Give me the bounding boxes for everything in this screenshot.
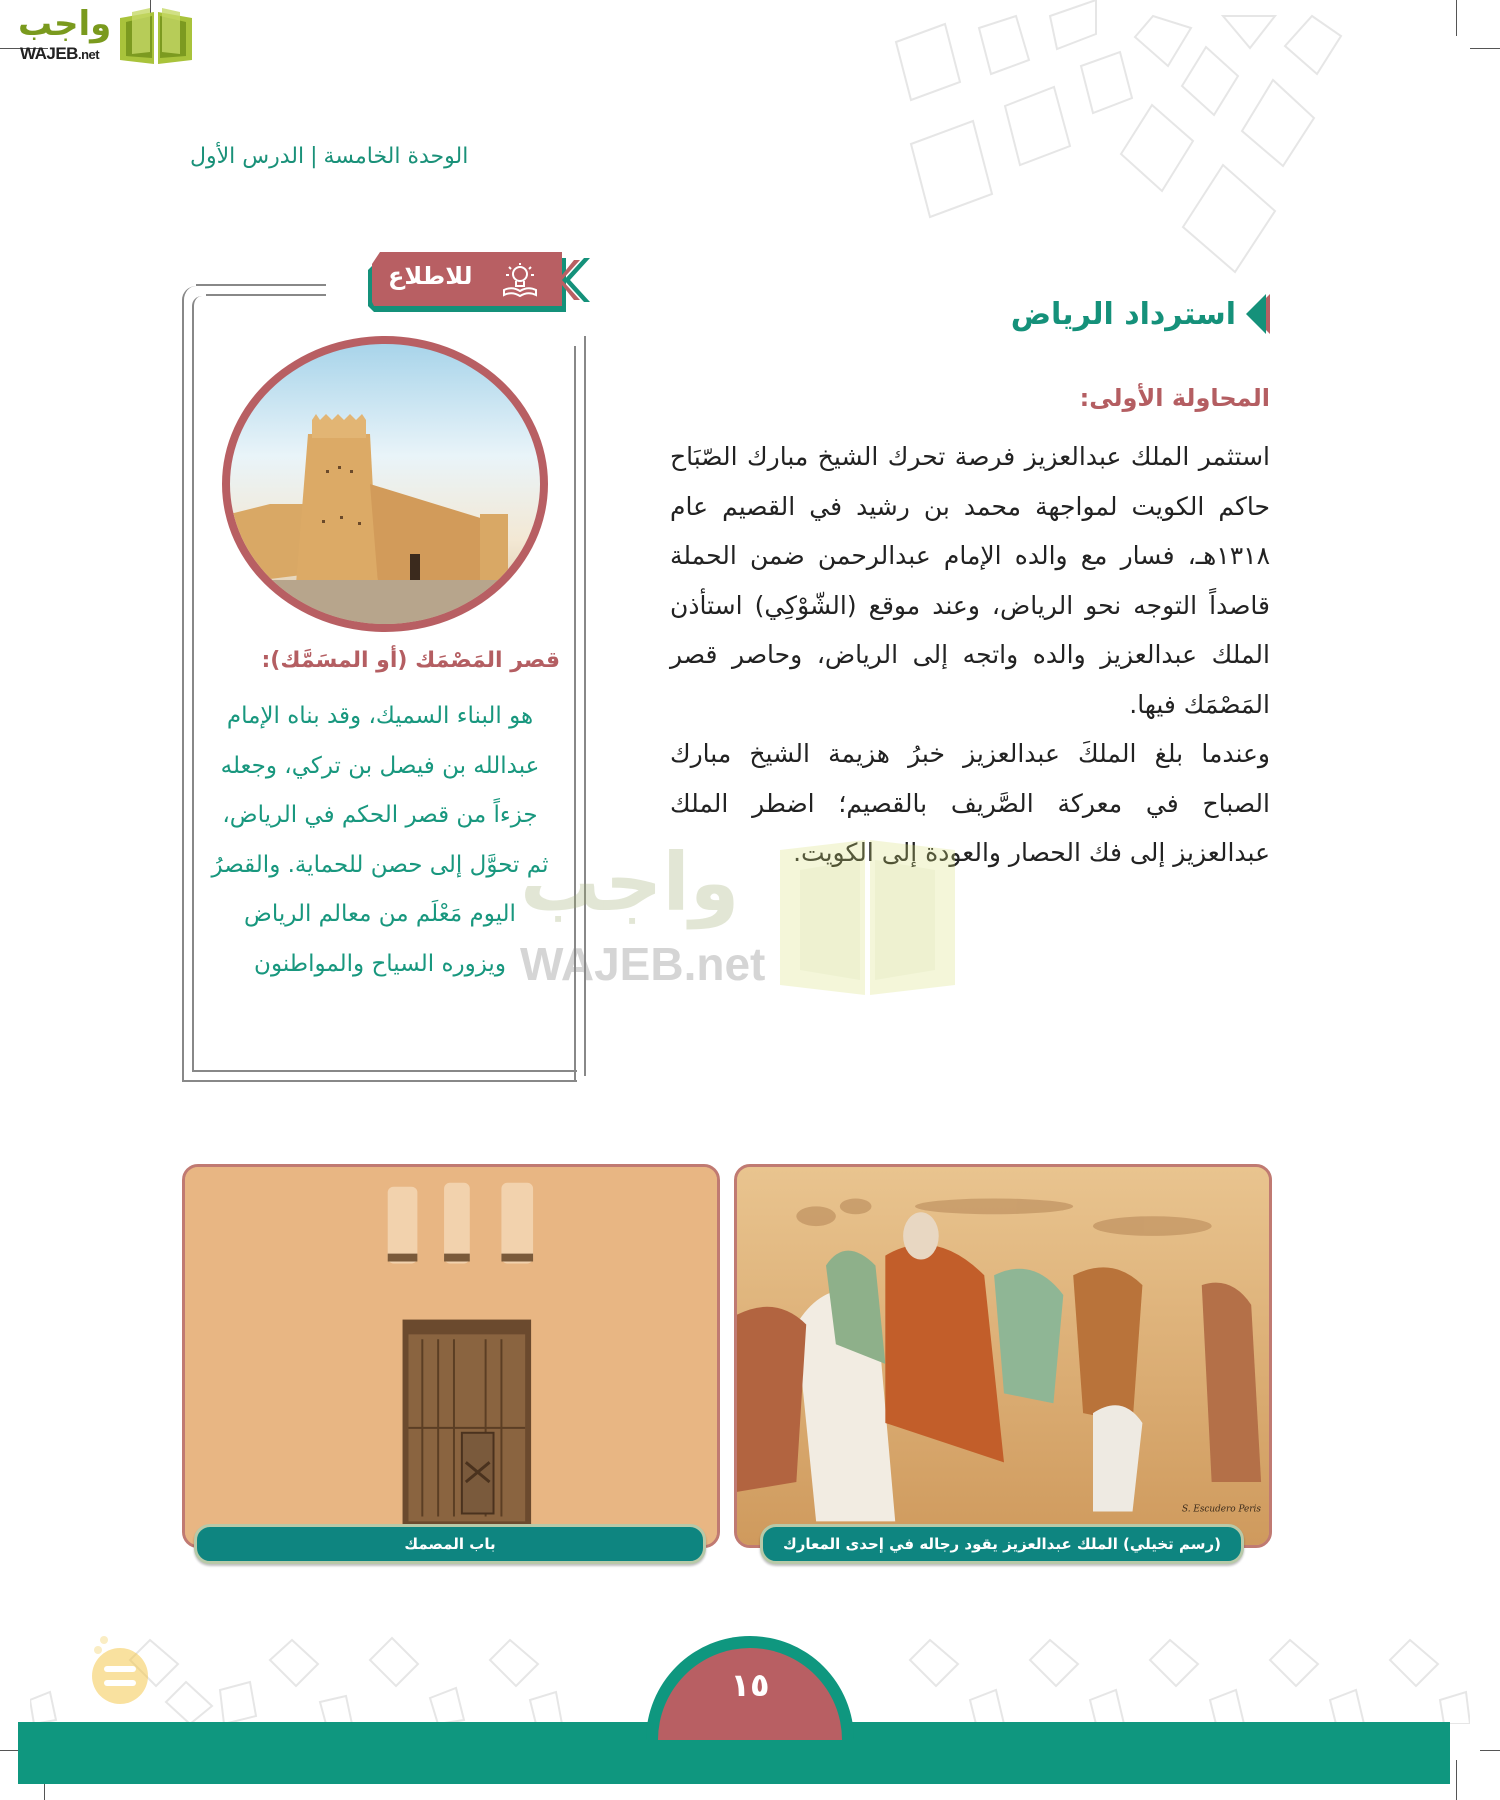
paragraph: وعندما بلغ الملكَ عبدالعزيز خبرُ هزيمة الشيخ مبارك الصباح في معركة الصَّريف بالقصيم؛ اضطر الملك عبدالعزيز إلى فك الحصار والعودة إلى الكويت. xyxy=(670,739,1270,867)
logo-suffix: .net xyxy=(77,47,100,62)
fort-illustration xyxy=(230,344,540,624)
logo-arabic-text: واجب xyxy=(18,4,112,44)
frame-line xyxy=(584,336,586,1076)
page-number: ١٥ xyxy=(730,1666,770,1704)
crop-mark xyxy=(0,1750,20,1751)
breadcrumb xyxy=(190,144,468,169)
crop-mark xyxy=(1456,1760,1457,1800)
breadcrumb-separator: | xyxy=(310,144,318,169)
crop-mark xyxy=(1480,1750,1500,1751)
svg-text:WAJEB.net: WAJEB.net xyxy=(520,938,766,990)
paragraph: استثمر الملك عبدالعزيز فرصة تحرك الشيخ مبارك الصّبَاح حاكم الكويت لمواجهة محمد بن رشيد في القصيم عام ١٣١٨هـ، فسار مع والده الإمام عبدالرحمن ضمن الحملة قاصداً التوجه نحو الرياض، وعند موقع (الشّوْكِي) استأذن الملك عبدالعزيز والده واتجه إلى الرياض، وحاصر قصر المَصْمَك فيها. xyxy=(670,442,1270,719)
sidebar-text: هو البناء السميك، وقد بناه الإمام عبدالله بن فيصل بن تركي، وجعله جزءاً من قصر الحكم في الرياض، ثم تحوَّل إلى حصن للحماية. والقصرُ اليوم مَعْلَم من معالم الرياض ويزوره السياح والمواطنون xyxy=(211,703,549,977)
breadcrumb-unit[interactable]: الوحدة الخامسة xyxy=(323,144,469,169)
logo-latin: WAJEB xyxy=(20,44,78,63)
body-text xyxy=(670,432,1270,878)
breadcrumb-lesson[interactable]: الدرس الأول xyxy=(190,144,305,169)
crop-mark xyxy=(1470,48,1500,49)
subsection-title: المحاولة الأولى: xyxy=(1079,384,1270,412)
painting-image xyxy=(734,1164,1272,1548)
section-title: استرداد الرياض xyxy=(1010,296,1236,332)
crop-mark xyxy=(1456,0,1457,36)
painting-illustration xyxy=(737,1167,1269,1545)
chevron-left-icon xyxy=(1244,294,1270,334)
section-heading xyxy=(1011,294,1270,334)
info-badge xyxy=(366,250,592,314)
sidebar-title: قصر المَصْمَك (أو المسَمَّك): xyxy=(261,648,560,673)
frame-line xyxy=(574,346,576,1082)
wajeb-logo[interactable] xyxy=(8,4,188,66)
ministry-logo-icon xyxy=(86,1630,152,1706)
logo-latin-text xyxy=(20,44,99,64)
book-icon xyxy=(116,8,196,66)
svg-text:واجب: واجب xyxy=(520,836,740,929)
masmak-door-image xyxy=(182,1164,720,1548)
badge-label: للاطلاع xyxy=(388,262,473,290)
decorative-pattern xyxy=(880,0,1440,290)
masmak-fort-image xyxy=(222,336,548,632)
figure-caption: (رسم تخيلي) الملك عبدالعزيز يقود رجاله في إحدى المعارك xyxy=(760,1524,1244,1564)
lightbulb-book-icon xyxy=(500,262,540,298)
door-illustration xyxy=(185,1167,717,1545)
figure-caption: باب المصمك xyxy=(194,1524,706,1564)
painting-signature: S. Escudero Peris xyxy=(1181,1504,1261,1515)
